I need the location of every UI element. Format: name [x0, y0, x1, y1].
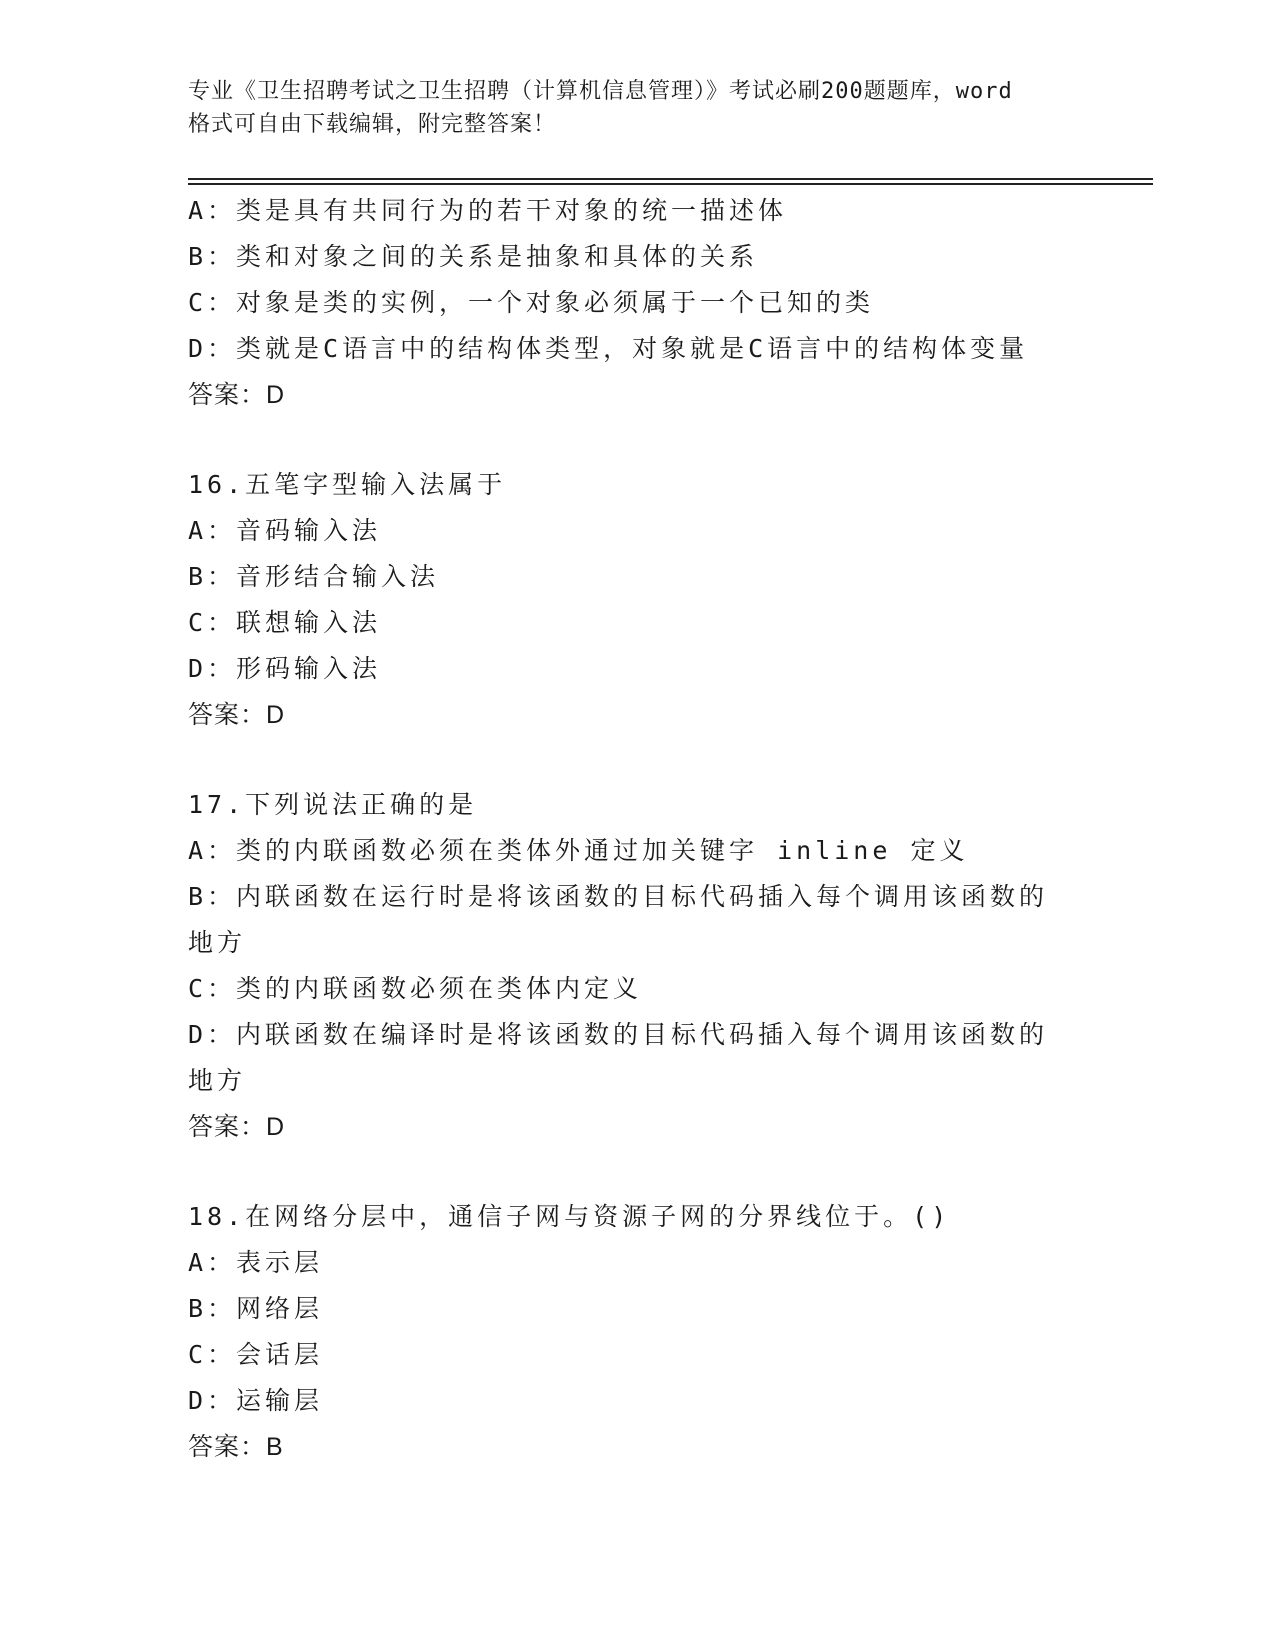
- option-c: C：联想输入法: [188, 608, 382, 637]
- option-b: B：网络层: [188, 1294, 324, 1323]
- option-d: D：形码输入法: [188, 654, 382, 683]
- option-a: A：音码输入法: [188, 516, 382, 545]
- answer: 答案：D: [188, 701, 286, 729]
- option-d: D：运输层: [188, 1386, 324, 1415]
- answer: 答案：D: [188, 381, 286, 409]
- question-text: 16.五笔字型输入法属于: [188, 470, 507, 499]
- option-a: A：类的内联函数必须在类体外通过加关键字 inline 定义: [188, 836, 969, 865]
- option-c: C：对象是类的实例，一个对象必须属于一个已知的类: [188, 288, 875, 317]
- document-header: [188, 75, 1088, 141]
- header-line-2: 格式可自由下载编辑，附完整答案！: [188, 112, 557, 137]
- spacer: [188, 738, 1088, 782]
- option-b: B：音形结合输入法: [188, 562, 440, 591]
- header-divider-top: [188, 178, 1153, 180]
- question-text: 18.在网络分层中，通信子网与资源子网的分界线位于。(): [188, 1202, 951, 1231]
- option-d: D：内联函数在编译时是将该函数的目标代码插入每个调用该函数的地方: [188, 1020, 1049, 1095]
- question-17: [188, 782, 1088, 1150]
- option-d: D：类就是C语言中的结构体类型，对象就是C语言中的结构体变量: [188, 334, 1029, 363]
- option-c: C：类的内联函数必须在类体内定义: [188, 974, 643, 1003]
- spacer: [188, 1150, 1088, 1194]
- answer: 答案：B: [188, 1433, 284, 1461]
- header-line-1: 专业《卫生招聘考试之卫生招聘（计算机信息管理）》考试必刷200题题库，word: [188, 79, 1013, 104]
- question-18: [188, 1194, 1088, 1470]
- question-15: [188, 188, 1088, 418]
- option-c: C：会话层: [188, 1340, 324, 1369]
- question-text: 17.下列说法正确的是: [188, 790, 478, 819]
- option-a: A：类是具有共同行为的若干对象的统一描述体: [188, 196, 788, 225]
- spacer: [188, 418, 1088, 462]
- answer: 答案：D: [188, 1113, 286, 1141]
- question-16: [188, 462, 1088, 738]
- option-b: B：类和对象之间的关系是抽象和具体的关系: [188, 242, 759, 271]
- option-a: A：表示层: [188, 1248, 324, 1277]
- question-list: [188, 188, 1088, 1470]
- header-divider-bottom: [188, 183, 1153, 185]
- option-b: B：内联函数在运行时是将该函数的目标代码插入每个调用该函数的地方: [188, 882, 1049, 957]
